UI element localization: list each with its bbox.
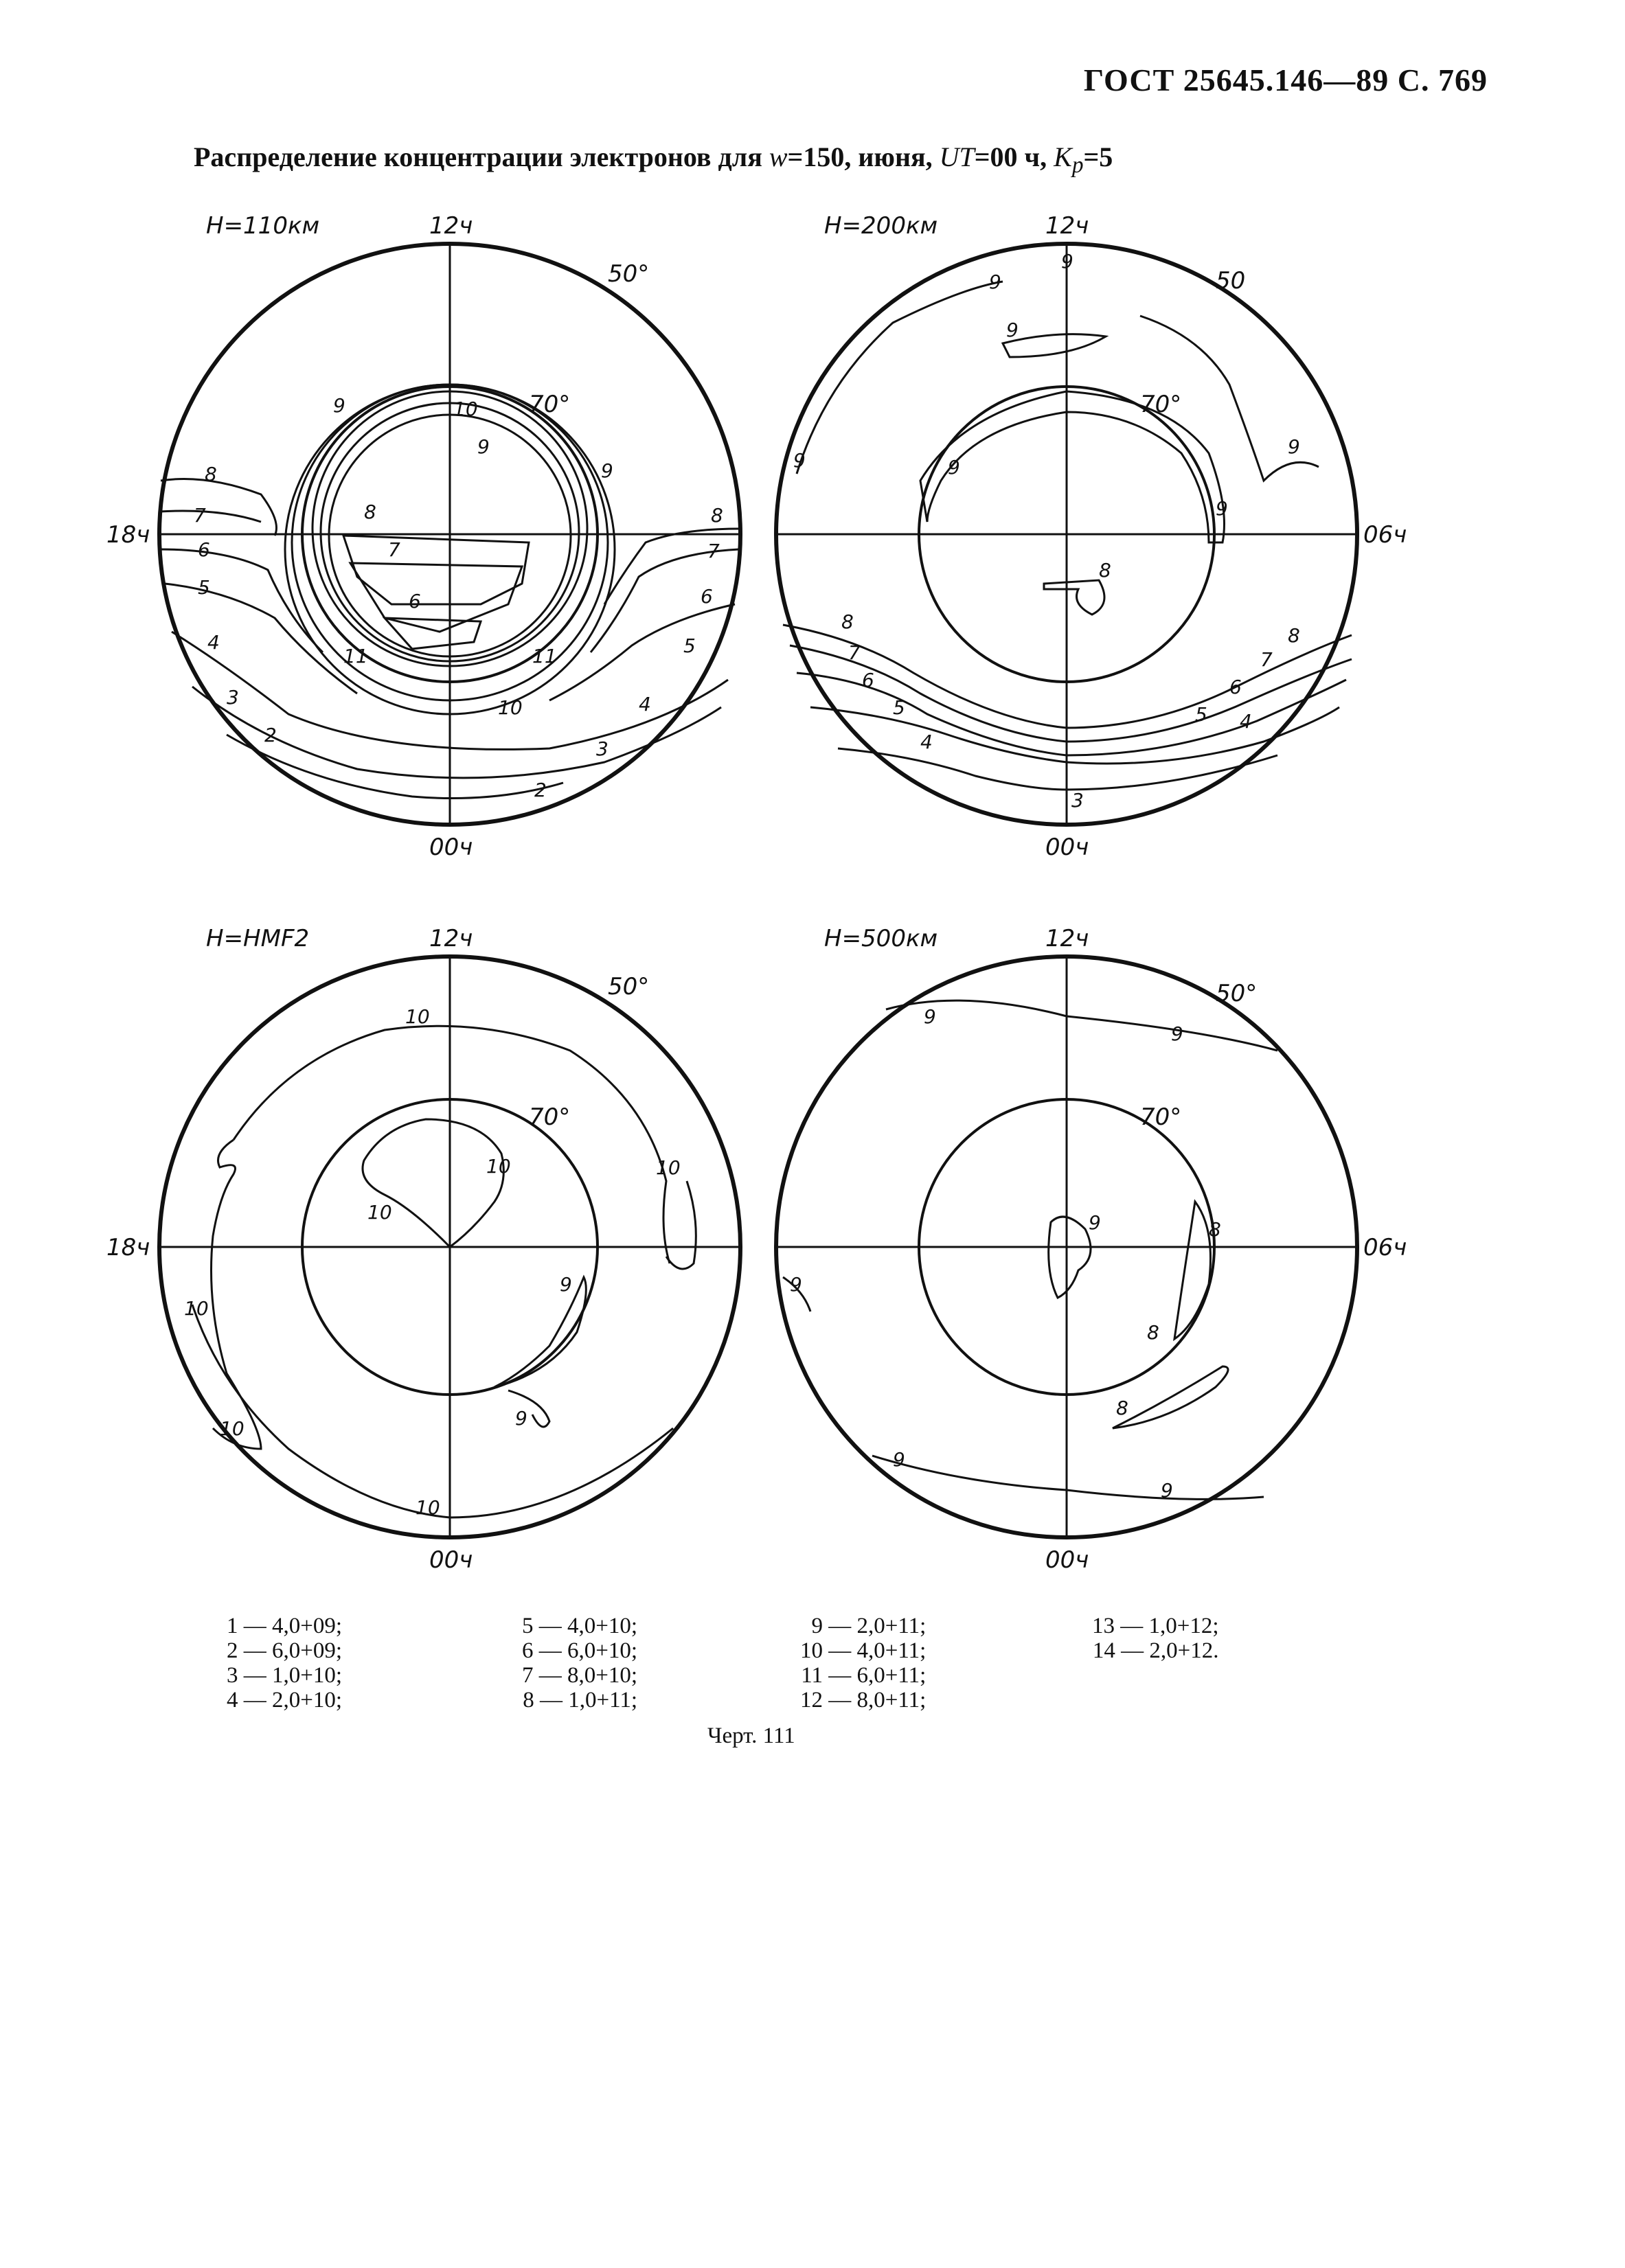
title-ut-value: =00 ч, [974,141,1054,172]
contour-label: 10 [184,1297,209,1320]
contour-label: 4 [1240,710,1252,733]
contour-label: 8 [1288,624,1300,647]
title-kp-value: =5 [1083,141,1113,172]
contour-label: 9 [1216,497,1228,520]
contour-label: 3 [227,686,239,709]
legend-column-4 [1092,1614,1219,1663]
page-header: ГОСТ 25645.146—89 С. 769 [1083,62,1488,98]
panel-4-contours [783,1000,1277,1499]
legend-item: 12 — 8,0+11; [800,1688,927,1713]
panel-3-left-label: 18ч [106,1234,150,1261]
contour-label: 9 [924,1005,936,1028]
legend-item: 10 — 4,0+11; [800,1638,927,1663]
title-kp-symbol: K [1054,141,1072,172]
panel-4-lat-outer: 50° [1216,980,1258,1007]
contour-label: 9 [989,271,1001,293]
contour-label: 9 [515,1407,527,1430]
legend-item: 9 — 2,0+11; [811,1614,927,1638]
legend-item: 11 — 6,0+11; [801,1663,927,1688]
panel-3-lat-outer: 50° [608,973,650,1000]
panel-1-left-label: 18ч [106,521,150,549]
contour-label: 6 [198,538,210,561]
panel-4-bottom-label: 00ч [1045,1546,1089,1574]
panel-1-lat-outer: 50° [608,260,650,288]
contour-label: 8 [711,504,723,527]
panel-2-lat-outer: 50 [1216,267,1246,295]
panel-1-contour-labels [194,394,723,801]
contour-label: 10 [416,1496,440,1519]
title-w-symbol: w [769,141,788,172]
contour-label: 7 [848,641,861,664]
legend-item: 7 — 8,0+10; [522,1663,638,1688]
panel-4-contour-labels [790,1005,1221,1502]
contour-label: 9 [790,1273,802,1296]
contour-label: 9 [1171,1022,1183,1045]
panel-1-top-label: 12ч [429,212,473,240]
legend-column-2 [522,1614,637,1713]
figure-caption: Черт. 111 [707,1723,795,1748]
panel-4-lat-inner: 70° [1140,1103,1182,1131]
legend-column-3 [800,1614,926,1713]
contour-label: 9 [893,1448,905,1471]
contour-label: 7 [1260,648,1273,671]
panel-3-label: H=HMF2 [206,925,310,952]
panel-3-contour-labels [184,1005,681,1519]
contour-label: 9 [560,1273,572,1296]
legend-item: 13 — 1,0+12; [1092,1614,1219,1638]
panel-1-geometry [159,244,740,825]
contour-label: 9 [1089,1211,1101,1234]
contour-label: 8 [1147,1321,1159,1344]
contour-label: 10 [367,1201,392,1224]
title-w-value: =150, июня, [787,141,940,172]
legend-item: 4 — 2,0+10; [227,1688,343,1713]
contour-label: 6 [862,669,874,691]
contour-label: 8 [841,610,854,633]
contour-label: 10 [220,1417,245,1440]
contour-label: 5 [1195,703,1207,726]
contour-label: 8 [364,501,376,523]
panel-2-right-label: 06ч [1363,521,1407,549]
contour-label: 9 [1161,1479,1173,1502]
contour-label: 4 [207,631,220,654]
panel-3-top-label: 12ч [429,925,473,952]
contour-label: 8 [1099,559,1111,582]
contour-label: 3 [596,737,609,760]
contour-label: 6 [701,585,713,608]
contour-label: 11 [343,645,368,667]
legend-column-1 [227,1614,342,1713]
contour-label: 9 [793,449,806,472]
contour-label: 5 [198,576,210,599]
contour-label: 10 [405,1005,430,1028]
contour-label: 5 [683,634,696,657]
contour-label: 2 [264,724,277,746]
legend [227,1614,1291,1717]
panel-1-lat-inner: 70° [529,391,571,418]
panel-3-bottom-label: 00ч [429,1546,473,1574]
legend-item: 14 — 2,0+12. [1092,1638,1219,1663]
contour-label: 10 [453,398,478,420]
contour-label: 9 [1006,319,1019,341]
contour-label: 8 [1116,1397,1128,1419]
contour-label: 5 [893,696,905,719]
contour-label: 2 [534,779,547,801]
panel-4-geometry [776,957,1357,1537]
contour-label: 4 [639,693,651,715]
contour-label: 8 [1209,1218,1221,1241]
legend-item: 6 — 6,0+10; [522,1638,638,1663]
contour-label: 4 [920,731,933,753]
contour-label: 9 [1288,435,1300,458]
contour-label: 10 [656,1156,681,1179]
panel-4-top-label: 12ч [1045,925,1089,952]
contour-label: 9 [948,456,960,479]
panel-2-top-label: 12ч [1045,212,1089,240]
legend-item: 5 — 4,0+10; [522,1614,638,1638]
title-prefix: Распределение концентрации электронов для [194,141,769,172]
panel-1-label: H=110км [206,212,320,240]
panel-2-bottom-label: 00ч [1045,834,1089,861]
contour-label: 8 [205,463,217,485]
panel-4-label: H=500км [824,925,938,952]
title-ut-symbol: UT [939,141,975,172]
contour-label: 7 [707,540,720,562]
contour-label: 9 [477,435,490,458]
contour-label: 6 [1229,676,1242,698]
panel-2-label: H=200км [824,212,938,240]
contour-label: 9 [601,459,613,482]
legend-item: 1 — 4,0+09; [227,1614,343,1638]
panel-3-lat-inner: 70° [529,1103,571,1131]
panel-3-geometry [159,957,740,1537]
contour-label: 7 [194,504,206,527]
contour-label: 11 [532,645,557,667]
panel-1-bottom-label: 00ч [429,834,473,861]
title-kp-subscript: p [1071,152,1084,178]
panel-2-lat-inner: 70° [1140,391,1182,418]
contour-label: 3 [1071,789,1084,812]
contour-label: 6 [409,590,421,612]
contour-label: 10 [498,696,523,719]
contour-label: 7 [388,538,400,561]
contour-label: 9 [1061,250,1073,273]
legend-item: 8 — 1,0+11; [523,1688,638,1713]
legend-item: 2 — 6,0+09; [227,1638,343,1663]
contour-label: 10 [486,1155,511,1178]
legend-item: 3 — 1,0+10; [227,1663,343,1688]
panel-2-geometry [776,244,1357,825]
contour-label: 9 [333,394,345,417]
panel-4-right-label: 06ч [1363,1234,1407,1261]
